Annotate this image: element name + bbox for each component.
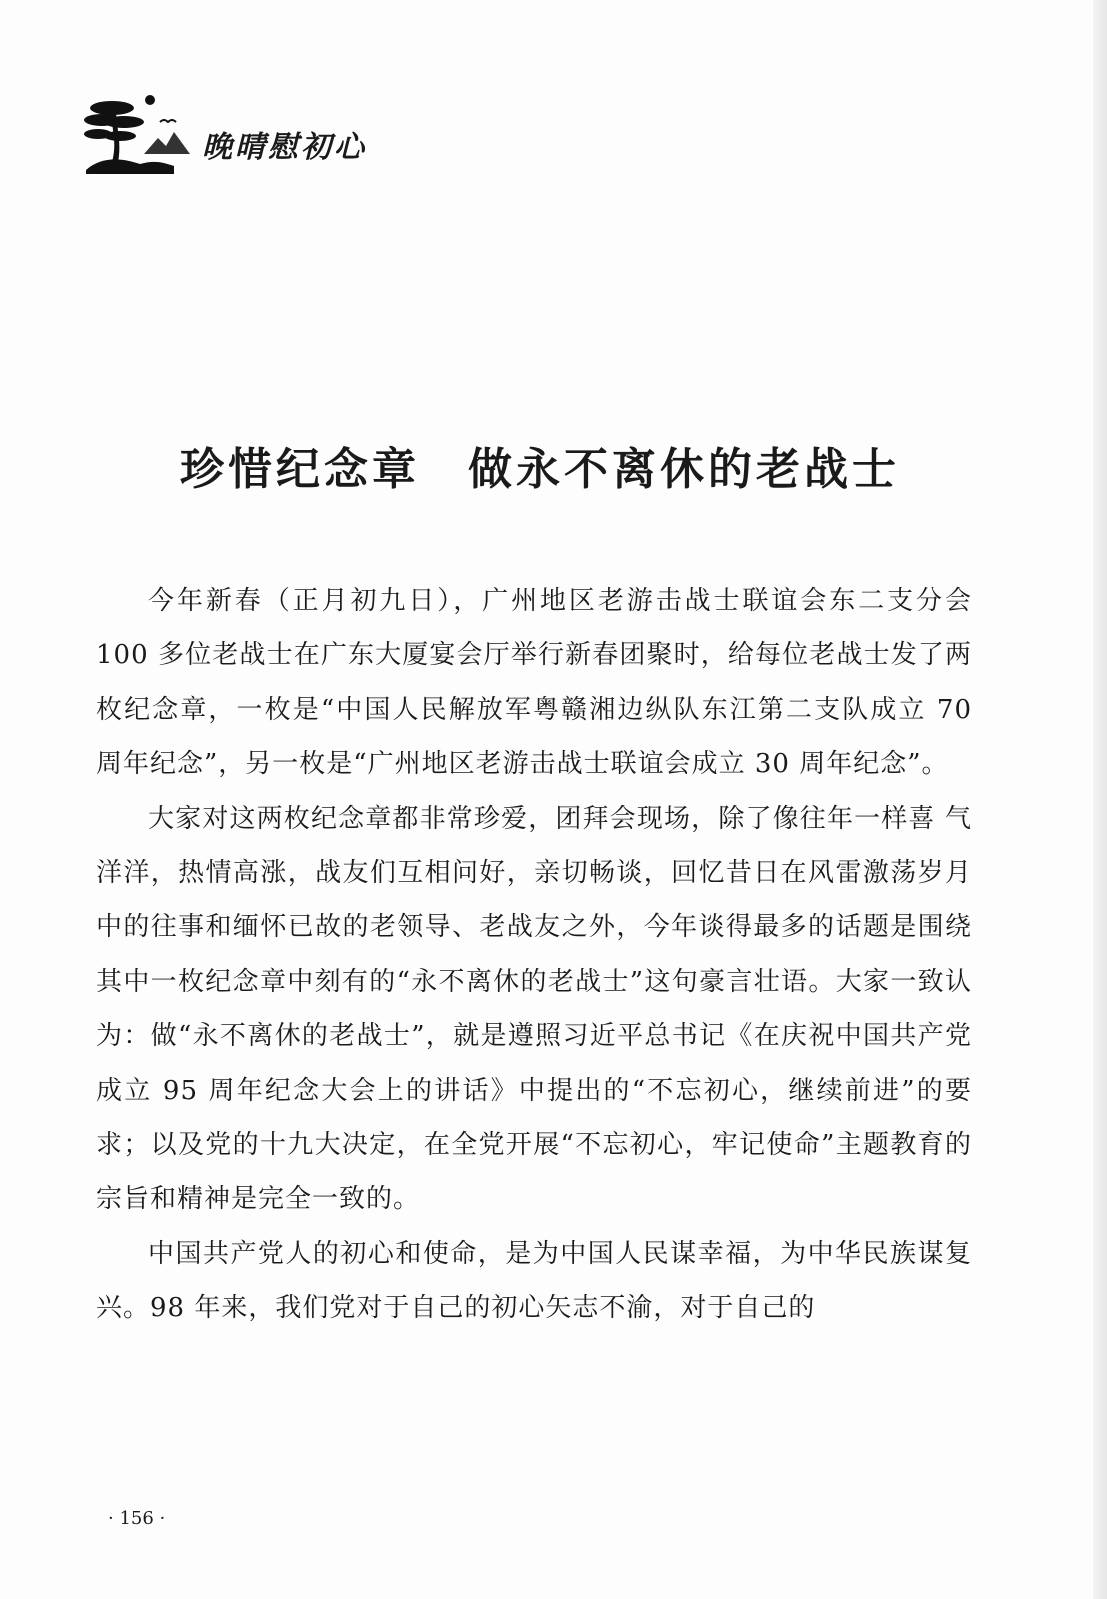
pine-tree-icon bbox=[82, 92, 202, 178]
paragraph-2: 大家对这两枚纪念章都非常珍爱，团拜会现场，除了像往年一样喜 气洋洋，热情高涨，战友们互相问好，亲切畅谈，回忆昔日在风雷激荡岁月中的往事和缅怀已故的老领导、老战友之外，今年谈得最多的话题是围绕其中一枚纪念章中刻有的“永不离休的老战士”这句豪言壮语。大家一致认为：做“永不离休的老战士”，就是遵照习近平总书记《在庆祝中国共产党成立 95 周年纪念大会上的讲话》中提出的“不忘初心，继续前进”的要求；以及党的十九大决定，在全党开展“不忘初心，牢记使命”主题教育的宗旨和精神是完全一致的。 bbox=[96, 803, 972, 1215]
running-header-title: 晚晴慰初心 bbox=[202, 130, 367, 165]
running-header bbox=[82, 92, 412, 182]
page-edge-shadow bbox=[1093, 0, 1107, 1599]
paragraph-1: 今年新春（正月初九日），广州地区老游击战士联谊会东二支分会 100 多位老战士在广东大厦宴会厅举行新春团聚时，给每位老战士发了两枚纪念章，一枚是“中国人民解放军粤赣湘边纵队东江第二支队成立 70 周年纪念”，另一枚是“广州地区老游击战士联谊会成立 30 周年纪念”。 bbox=[96, 586, 972, 780]
paragraph-3: 中国共产党人的初心和使命，是为中国人民谋幸福，为中华民族谋复兴。98 年来，我们党对于自己的初心矢志不渝，对于自己的 bbox=[96, 1238, 972, 1324]
article-body bbox=[96, 574, 972, 1336]
page-number: · 156 · bbox=[108, 1508, 166, 1529]
article-title: 珍惜纪念章 做永不离休的老战士 bbox=[180, 444, 900, 496]
